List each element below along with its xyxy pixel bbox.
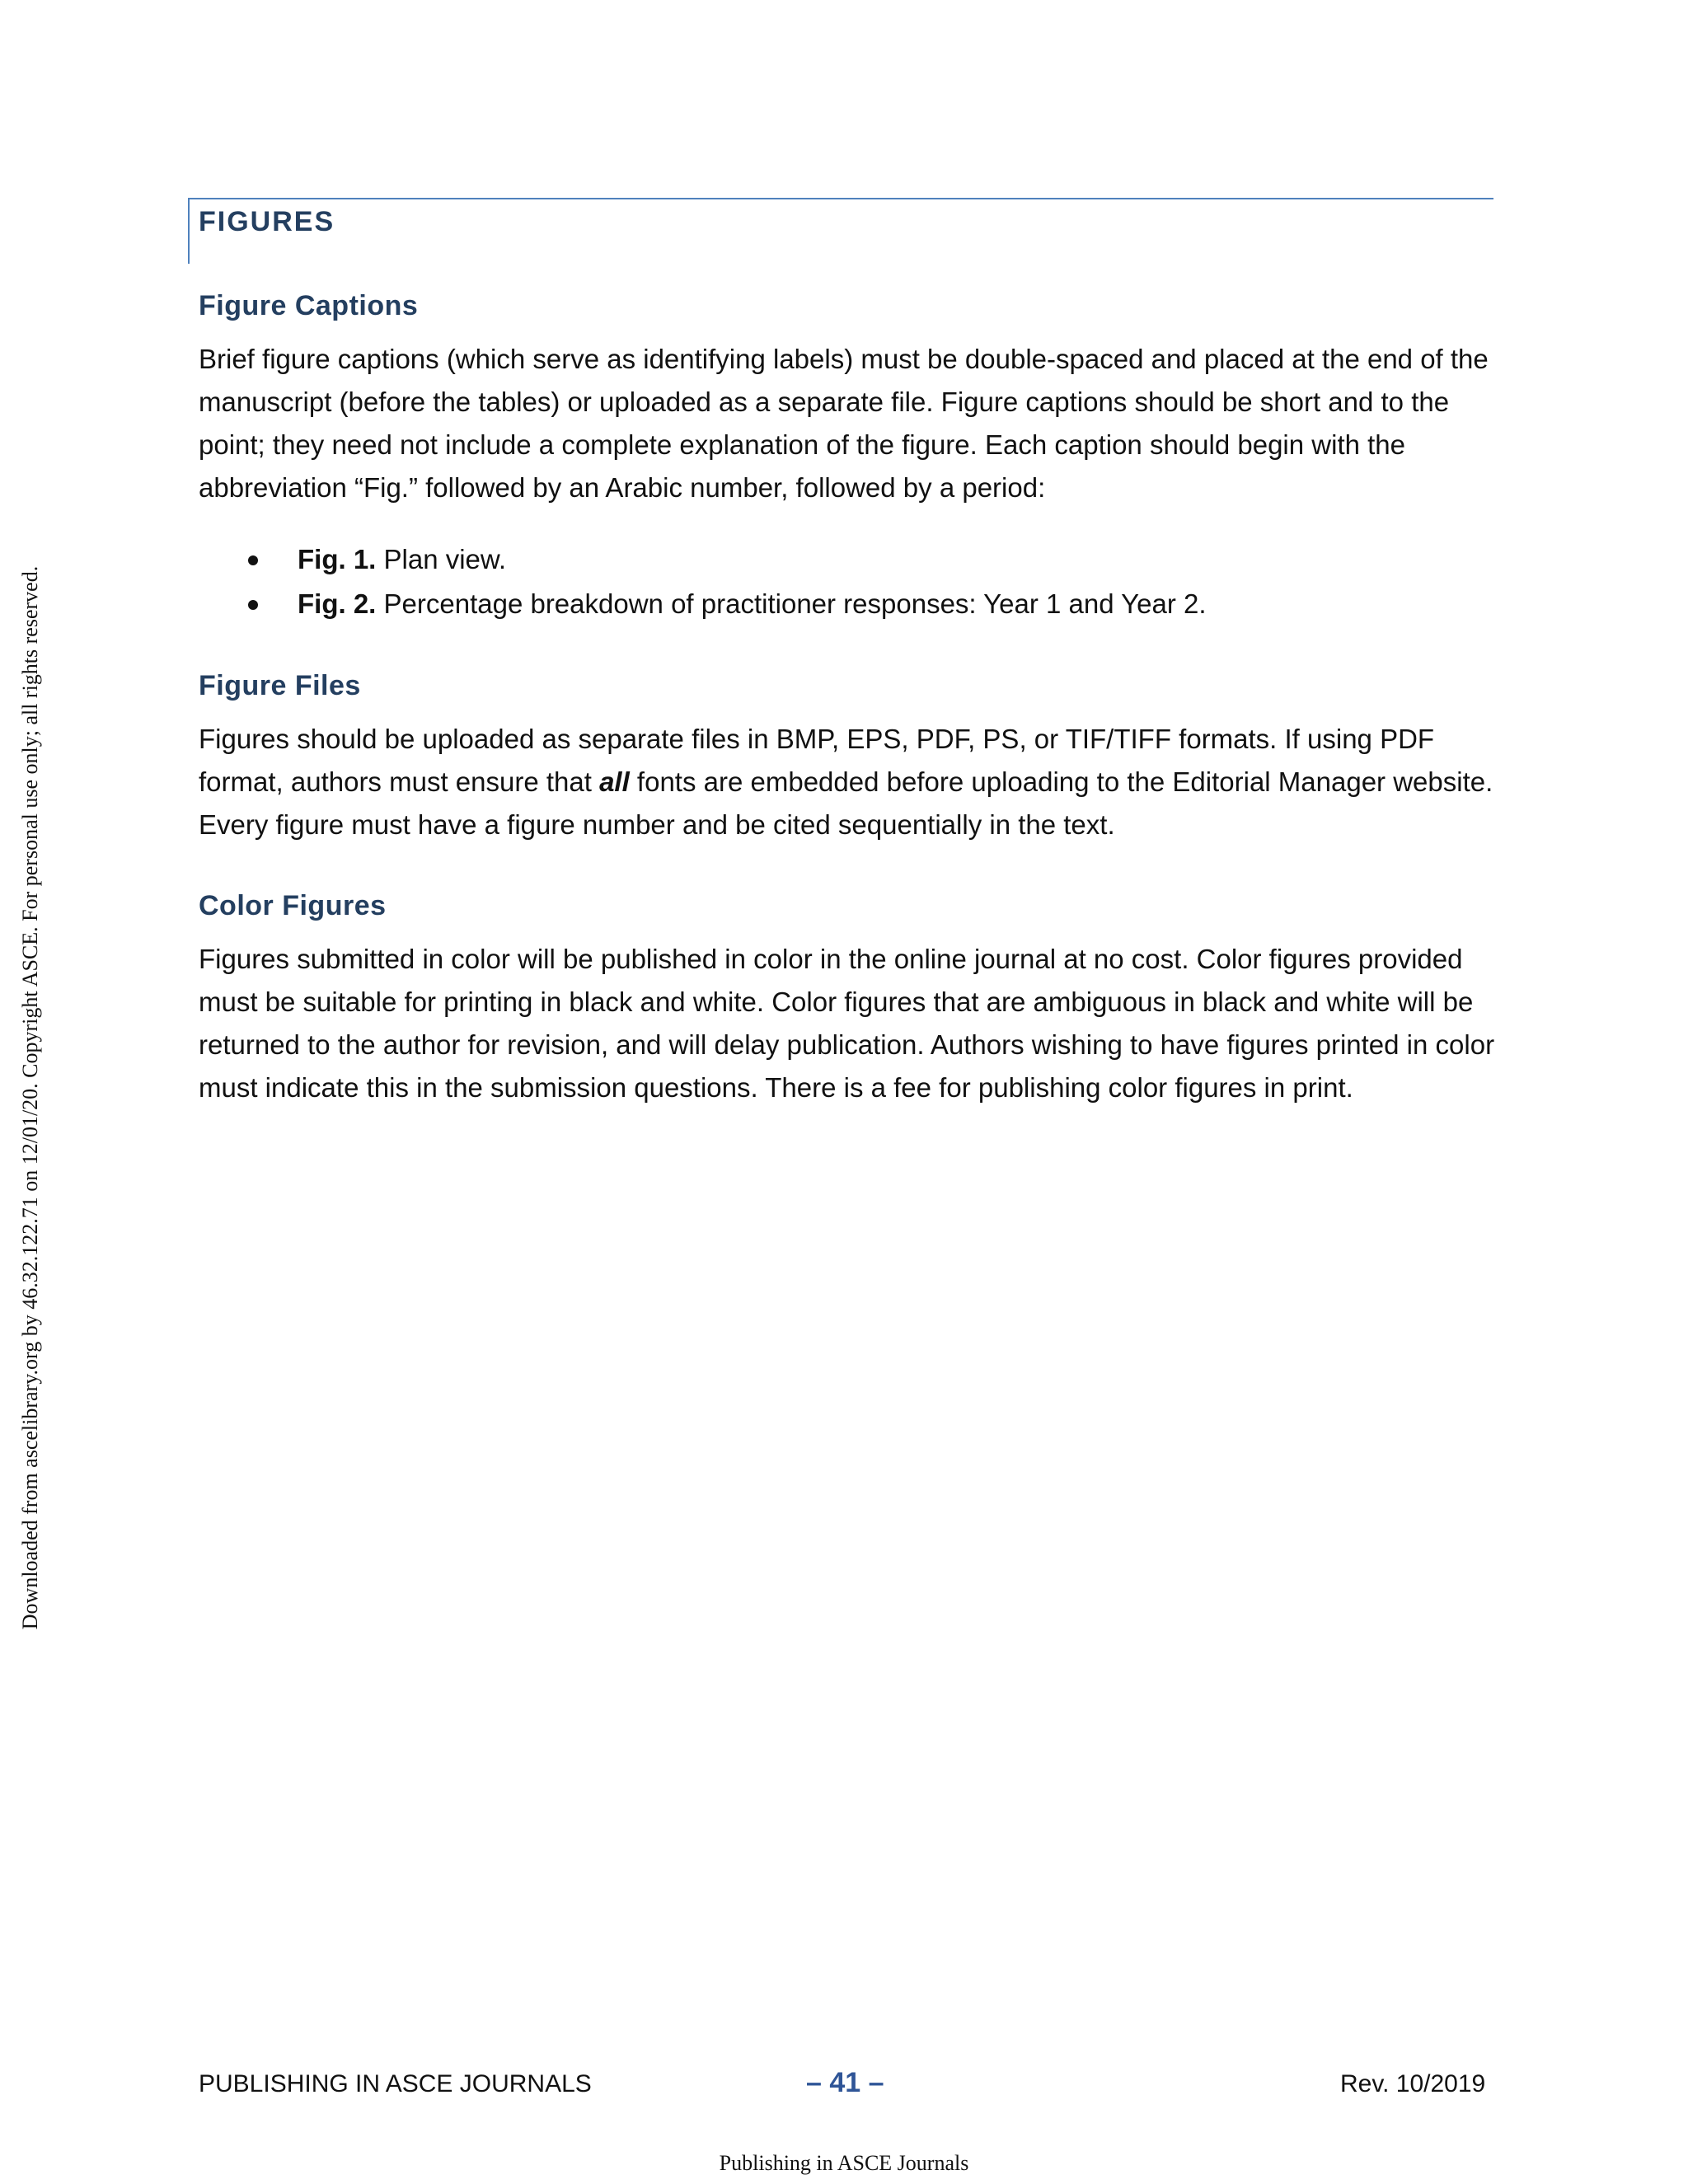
page-number: – 41 – — [806, 2067, 884, 2098]
figure-captions-heading: Figure Captions — [199, 290, 419, 321]
caption-text: Plan view. — [376, 544, 507, 574]
download-stamp: Downloaded from ascelibrary.org by 46.32.122.71 on 12/01/20. Copyright ASCE. For personal use only; all rights reserved. — [18, 565, 42, 1630]
caption-label: Fig. 1. — [298, 544, 377, 574]
color-figures-paragraph: Figures submitted in color will be published in color in the online journal at no cost. Color figures provided must be suitable for printing in black and white. Color figures that are ambiguous in black and white will be returned to the author for revision, and will delay publication. Authors wishing to have figures printed in color must indicate this in the submission questions. There is a fee for publishing color figures in print. — [199, 944, 1495, 1103]
footer-journal-title: PUBLISHING IN ASCE JOURNALS — [199, 2070, 592, 2097]
bottom-credit: Publishing in ASCE Journals — [719, 2151, 969, 2175]
figure-files-paragraph — [199, 718, 1501, 846]
section-title: FIGURES — [199, 206, 335, 237]
caption-examples-list — [199, 537, 1484, 626]
figure-files-text-before: Figures should be uploaded as separate files in BMP, EPS, PDF, PS, or TIF/TIFF formats. If using PDF format, authors must ensure that — [199, 724, 1435, 797]
list-item — [199, 537, 1484, 582]
emphasis-text: all — [599, 766, 630, 797]
bullet-icon — [248, 600, 258, 610]
figure-files-heading: Figure Files — [199, 670, 361, 701]
list-item — [199, 582, 1484, 626]
bullet-icon — [248, 555, 258, 565]
section-header-rule — [188, 198, 1493, 264]
figure-captions-paragraph: Brief figure captions (which serve as identifying labels) must be double-spaced and placed at the end of the manuscript (before the tables) or uploaded as a separate file. Figure captions should be short and to the point; they need not include a complete explanation of the figure. Each caption should begin with the abbreviation “Fig.” followed by an Arabic number, followed by a period: — [199, 344, 1489, 503]
caption-text: Percentage breakdown of practitioner responses: Year 1 and Year 2. — [376, 588, 1207, 619]
color-figures-heading: Color Figures — [199, 890, 387, 921]
caption-label: Fig. 2. — [298, 588, 377, 619]
footer-revision: Rev. 10/2019 — [1340, 2070, 1486, 2097]
figure-files-text-after: fonts are embedded before uploading to the Editorial Manager website. Every figure must have a figure number and be cited sequentially in the text. — [199, 766, 1493, 840]
